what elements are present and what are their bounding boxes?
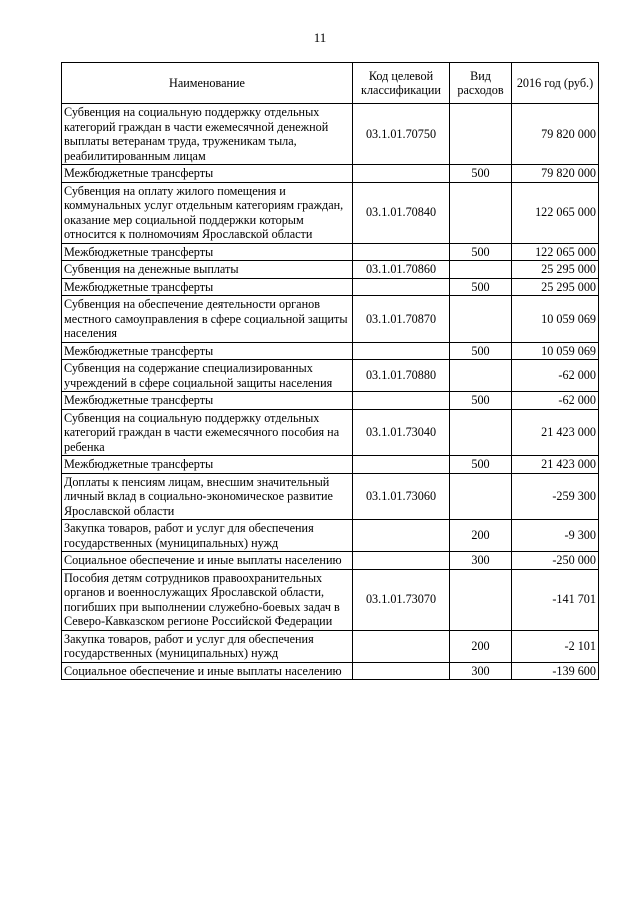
header-sum: 2016 год (руб.) (512, 63, 599, 104)
cell-type: 500 (450, 243, 512, 261)
table-row (62, 278, 599, 296)
cell-code (353, 342, 450, 360)
cell-type: 300 (450, 552, 512, 570)
cell-sum: -2 101 (512, 630, 599, 662)
cell-code (353, 392, 450, 410)
header-name: Наименование (62, 63, 353, 104)
cell-sum: 21 423 000 (512, 456, 599, 474)
cell-sum: -141 701 (512, 569, 599, 630)
cell-type (450, 569, 512, 630)
cell-name: Пособия детям сотрудников правоохранительных органов и военнослужащих Ярославской области, погибших при выполнении служебно-боевых задач в Северо-Кавказском регионе Российской Федерации (62, 569, 353, 630)
cell-name: Доплаты к пенсиям лицам, внесшим значительный личный вклад в социально-экономическое развитие Ярославской области (62, 473, 353, 520)
cell-name: Субвенция на содержание специализированных учреждений в сфере социальной защиты населения (62, 360, 353, 392)
cell-type (450, 360, 512, 392)
cell-code (353, 456, 450, 474)
cell-name: Социальное обеспечение и иные выплаты населению (62, 662, 353, 680)
table-row (62, 342, 599, 360)
cell-name: Закупка товаров, работ и услуг для обеспечения государственных (муниципальных) нужд (62, 630, 353, 662)
cell-sum: -139 600 (512, 662, 599, 680)
cell-type: 200 (450, 630, 512, 662)
header-type: Вид расходов (450, 63, 512, 104)
cell-type: 500 (450, 342, 512, 360)
cell-sum: -62 000 (512, 392, 599, 410)
cell-type: 300 (450, 662, 512, 680)
cell-code (353, 243, 450, 261)
cell-code (353, 278, 450, 296)
cell-name: Субвенция на оплату жилого помещения и коммунальных услуг отдельным категориям граждан, оказание мер социальной поддержки которым относится к полномочиям Ярославской области (62, 182, 353, 243)
table-row (62, 662, 599, 680)
cell-code (353, 552, 450, 570)
table-row (62, 473, 599, 520)
cell-code: 03.1.01.70750 (353, 104, 450, 165)
cell-name: Межбюджетные трансферты (62, 278, 353, 296)
cell-type: 500 (450, 165, 512, 183)
table-row (62, 182, 599, 243)
cell-type: 500 (450, 278, 512, 296)
table-row (62, 409, 599, 456)
cell-type: 200 (450, 520, 512, 552)
cell-name: Межбюджетные трансферты (62, 342, 353, 360)
cell-code (353, 630, 450, 662)
cell-type (450, 409, 512, 456)
table-row (62, 104, 599, 165)
cell-code: 03.1.01.70840 (353, 182, 450, 243)
table-row (62, 520, 599, 552)
table-row (62, 261, 599, 279)
table-row (62, 630, 599, 662)
cell-name: Социальное обеспечение и иные выплаты населению (62, 552, 353, 570)
cell-code (353, 662, 450, 680)
cell-sum: 10 059 069 (512, 296, 599, 343)
header-code: Код целевой классификации (353, 63, 450, 104)
cell-name: Субвенция на социальную поддержку отдельных категорий граждан в части ежемесячной денежной выплаты ветеранам труда, труженикам тыла, реабилитированным лицам (62, 104, 353, 165)
cell-sum: 10 059 069 (512, 342, 599, 360)
table-row (62, 243, 599, 261)
cell-code: 03.1.01.70870 (353, 296, 450, 343)
cell-sum: 122 065 000 (512, 182, 599, 243)
table-row (62, 360, 599, 392)
cell-code: 03.1.01.70860 (353, 261, 450, 279)
cell-name: Субвенция на денежные выплаты (62, 261, 353, 279)
cell-code: 03.1.01.73060 (353, 473, 450, 520)
cell-type (450, 473, 512, 520)
cell-type: 500 (450, 456, 512, 474)
cell-sum: 122 065 000 (512, 243, 599, 261)
page-number: 11 (313, 30, 327, 45)
cell-sum: 25 295 000 (512, 278, 599, 296)
cell-sum: 25 295 000 (512, 261, 599, 279)
cell-name: Межбюджетные трансферты (62, 392, 353, 410)
cell-sum: -250 000 (512, 552, 599, 570)
table-row (62, 296, 599, 343)
cell-code (353, 520, 450, 552)
cell-name: Субвенция на социальную поддержку отдельных категорий граждан в части ежемесячного пособия на ребенка (62, 409, 353, 456)
cell-name: Субвенция на обеспечение деятельности органов местного самоуправления в сфере социальной защиты населения (62, 296, 353, 343)
cell-type (450, 296, 512, 343)
table-row (62, 456, 599, 474)
cell-type (450, 104, 512, 165)
header-row (62, 63, 599, 104)
cell-sum: -259 300 (512, 473, 599, 520)
cell-code (353, 165, 450, 183)
cell-name: Межбюджетные трансферты (62, 165, 353, 183)
cell-sum: -62 000 (512, 360, 599, 392)
table-row (62, 552, 599, 570)
cell-name: Закупка товаров, работ и услуг для обеспечения государственных (муниципальных) нужд (62, 520, 353, 552)
cell-type: 500 (450, 392, 512, 410)
cell-name: Межбюджетные трансферты (62, 456, 353, 474)
table-row (62, 165, 599, 183)
cell-sum: 21 423 000 (512, 409, 599, 456)
cell-name: Межбюджетные трансферты (62, 243, 353, 261)
cell-sum: -9 300 (512, 520, 599, 552)
cell-sum: 79 820 000 (512, 165, 599, 183)
cell-code: 03.1.01.70880 (353, 360, 450, 392)
cell-sum: 79 820 000 (512, 104, 599, 165)
cell-code: 03.1.01.73040 (353, 409, 450, 456)
table-row (62, 569, 599, 630)
cell-type (450, 182, 512, 243)
budget-table (61, 62, 599, 680)
table-row (62, 392, 599, 410)
cell-code: 03.1.01.73070 (353, 569, 450, 630)
cell-type (450, 261, 512, 279)
